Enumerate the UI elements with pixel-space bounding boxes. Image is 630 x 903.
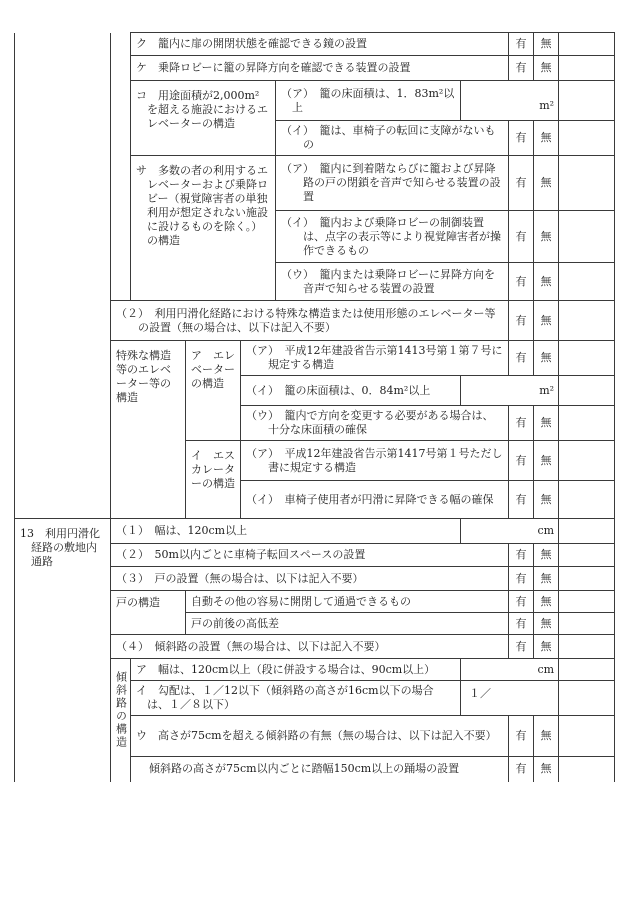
yes-option: 有	[509, 567, 534, 591]
section-13-door-text: （３） 戸の設置（無の場合は、以下は記入不要）	[111, 567, 509, 591]
remarks-cell	[559, 33, 615, 56]
yes-option: 有	[509, 544, 534, 567]
yes-option: 有	[509, 481, 534, 519]
section-13-ramp-text: （４） 傾斜路の設置（無の場合は、以下は記入不要）	[111, 635, 509, 659]
yes-option: 有	[509, 716, 534, 757]
section-13-width-text: （１） 幅は、120cm以上	[111, 519, 461, 544]
door-structure-label: 戸の構造	[111, 591, 186, 635]
item-sa-u-text: （ウ） 籠内または乗降ロビーに昇降方向を音声で知らせる装置の設置	[276, 263, 509, 301]
yes-option: 有	[509, 613, 534, 635]
no-option: 無	[534, 56, 559, 81]
ramp-slope-text: イ 勾配は、１／12以下（傾斜路の高さが16cm以下の場合は、１／８以下）	[131, 681, 461, 716]
ramp-structure-label: 傾斜路の構造	[114, 671, 128, 749]
ramp-high-text: ウ 高さが75cmを超える傾斜路の有無（無の場合は、以下は記入不要）	[131, 716, 509, 757]
ramp-landing-text: 傾斜路の高さが75cm以内ごとに踏幅150cm以上の踊場の設置	[131, 757, 509, 782]
no-option: 無	[534, 406, 559, 441]
remarks-cell	[559, 263, 615, 301]
remarks-cell	[559, 441, 615, 481]
special-structure-label: 特殊な構造等のエレベーター等の構造	[111, 341, 186, 519]
no-option: 無	[534, 544, 559, 567]
yes-option: 有	[509, 156, 534, 211]
section-13-width-unit: cm	[461, 519, 559, 544]
yes-option: 有	[509, 591, 534, 613]
item-ko-a-unit: m²	[461, 81, 559, 121]
section-13-turning-text: （２） 50m以内ごとに車椅子転回スペースの設置	[111, 544, 509, 567]
item-sa-title: サ 多数の者の利用するエレベーターおよび乗降ロビー（視覚障害者の単独利用が想定されない施設に設けるものを除く。）の構造	[131, 156, 276, 301]
ramp-width-unit: cm	[461, 659, 559, 681]
remarks-cell	[559, 376, 615, 406]
remarks-cell	[559, 121, 615, 156]
escalator-i-text: （イ） 車椅子使用者が円滑に昇降できる幅の確保	[241, 481, 509, 519]
no-option: 無	[534, 263, 559, 301]
item-sa-a-text: （ア） 籠内に到着階ならびに籠および昇降路の戸の閉鎖を音声で知らせる装置の設置	[276, 156, 509, 211]
remarks-cell	[559, 211, 615, 263]
remarks-cell	[559, 591, 615, 613]
elevator-structure-label: ア エレベーターの構造	[186, 341, 241, 441]
ramp-width-text: ア 幅は、120cm以上（段に併設する場合は、90cm以上）	[131, 659, 461, 681]
remarks-cell	[559, 613, 615, 635]
remarks-cell	[559, 156, 615, 211]
yes-option: 有	[509, 56, 534, 81]
remarks-cell	[559, 716, 615, 757]
item-ke-text: ケ 乗降ロビーに籠の昇降方向を確認できる装置の設置	[131, 56, 509, 81]
elevator-i-unit: m²	[461, 376, 559, 406]
elevator-a-text: （ア） 平成12年建設省告示第1413号第１第７号に規定する構造	[241, 341, 509, 376]
remarks-cell	[559, 635, 615, 659]
yes-option: 有	[509, 301, 534, 341]
escalator-structure-label: イ エスカレーターの構造	[186, 441, 241, 519]
remarks-cell	[559, 659, 615, 681]
no-option: 無	[534, 441, 559, 481]
no-option: 無	[534, 301, 559, 341]
remarks-cell	[559, 567, 615, 591]
section-13-title: 13 利用円滑化経路の敷地内通路	[15, 519, 111, 782]
item-ko-a-text: （ア） 籠の床面積は、1．83m²以上	[276, 81, 461, 121]
remarks-cell	[559, 481, 615, 519]
yes-option: 有	[509, 341, 534, 376]
no-option: 無	[534, 341, 559, 376]
elevator-i-text: （イ） 籠の床面積は、0．84m²以上	[241, 376, 461, 406]
no-option: 無	[534, 591, 559, 613]
no-option: 無	[534, 156, 559, 211]
yes-option: 有	[509, 441, 534, 481]
indent-cell	[111, 33, 131, 301]
previous-section-label-cell	[15, 33, 111, 519]
yes-option: 有	[509, 121, 534, 156]
special-heading-text: （２） 利用円滑化経路における特殊な構造または使用形態のエレベーター等の設置（無の場合は、以下は記入不要）	[111, 301, 509, 341]
item-ko-i-text: （イ） 籠は、車椅子の転回に支障がないもの	[276, 121, 509, 156]
no-option: 無	[534, 481, 559, 519]
ramp-structure-label-cell	[111, 659, 131, 782]
remarks-cell	[559, 519, 615, 544]
remarks-cell	[559, 544, 615, 567]
door-level-text: 戸の前後の高低差	[186, 613, 509, 635]
no-option: 無	[534, 757, 559, 782]
remarks-cell	[559, 341, 615, 376]
yes-option: 有	[509, 757, 534, 782]
no-option: 無	[534, 613, 559, 635]
yes-option: 有	[509, 635, 534, 659]
no-option: 無	[534, 211, 559, 263]
escalator-a-text: （ア） 平成12年建設省告示第1417号第１号ただし書に規定する構造	[241, 441, 509, 481]
yes-option: 有	[509, 406, 534, 441]
remarks-cell	[559, 406, 615, 441]
remarks-cell	[559, 757, 615, 782]
item-ko-title: コ 用途面積が2,000m²を超える施設におけるエレベーターの構造	[131, 81, 276, 156]
elevator-u-text: （ウ） 籠内で方向を変更する必要がある場合は、十分な床面積の確保	[241, 406, 509, 441]
remarks-cell	[559, 81, 615, 121]
row-13-width	[15, 519, 615, 544]
no-option: 無	[534, 635, 559, 659]
remarks-cell	[559, 56, 615, 81]
no-option: 無	[534, 33, 559, 56]
yes-option: 有	[509, 263, 534, 301]
remarks-cell	[559, 301, 615, 341]
item-sa-i-text: （イ） 籠内および乗降ロビーの制御装置は、点字の表示等により視覚障害者が操作できるもの	[276, 211, 509, 263]
row-ku	[15, 33, 615, 56]
no-option: 無	[534, 121, 559, 156]
no-option: 無	[534, 716, 559, 757]
yes-option: 有	[509, 33, 534, 56]
yes-option: 有	[509, 211, 534, 263]
item-ku-text: ク 籠内に扉の開閉状態を確認できる鏡の設置	[131, 33, 509, 56]
door-auto-text: 自動その他の容易に開閉して通過できるもの	[186, 591, 509, 613]
remarks-cell	[559, 681, 615, 716]
no-option: 無	[534, 567, 559, 591]
checklist-table	[14, 32, 615, 782]
ramp-slope-unit: １／	[461, 681, 559, 716]
